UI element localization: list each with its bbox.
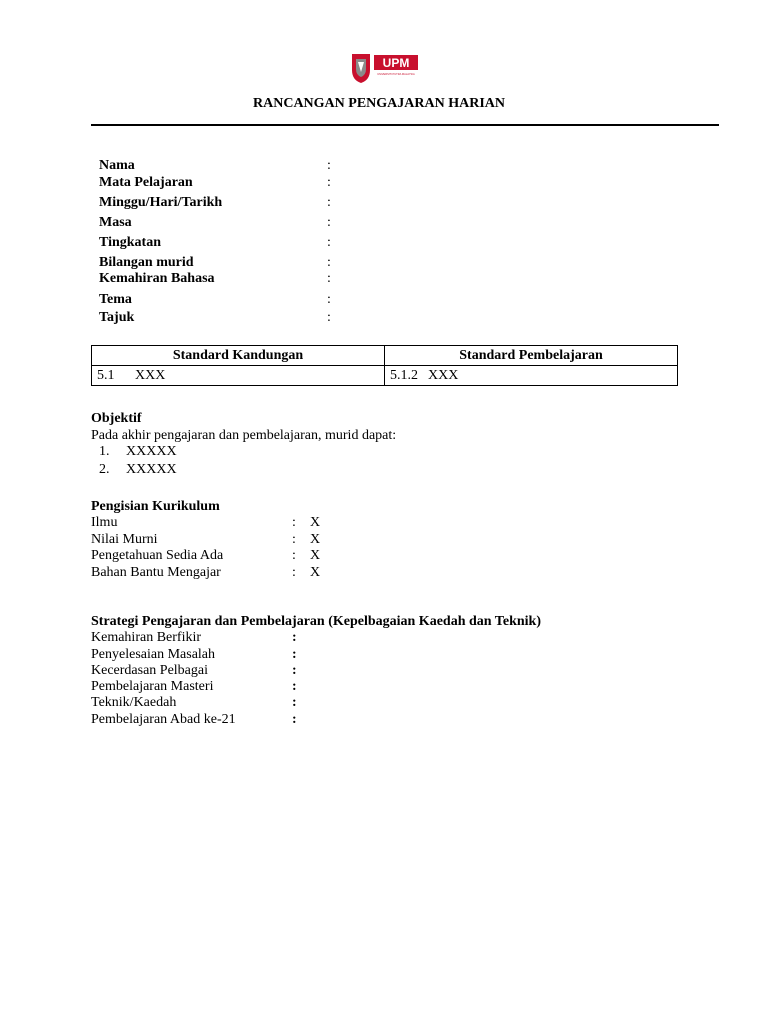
kurikulum-value: X bbox=[310, 548, 321, 563]
info-label-tema: Tema bbox=[99, 292, 132, 307]
strategi-label-penyelesaian-masalah: Penyelesaian Masalah bbox=[91, 647, 216, 662]
table-row bbox=[92, 366, 678, 386]
strategi-label-teknik-kaedah: Teknik/Kaedah bbox=[91, 695, 177, 710]
header-standard-pembelajaran: Standard Pembelajaran bbox=[385, 346, 678, 366]
upm-tagline: UNIVERSITI PUTRA MALAYSIA bbox=[377, 73, 415, 76]
objektif-heading: Objektif bbox=[91, 411, 142, 426]
strategi-colon: : bbox=[292, 679, 297, 694]
info-label-minggu-hari-tarikh: Minggu/Hari/Tarikh bbox=[99, 195, 223, 210]
kurikulum-heading: Pengisian Kurikulum bbox=[91, 499, 220, 514]
kurikulum-colon: : bbox=[292, 532, 296, 547]
objektif-intro: Pada akhir pengajaran dan pembelajaran, murid dapat: bbox=[91, 428, 397, 443]
strategi-label-pembelajaran-masteri: Pembelajaran Masteri bbox=[91, 679, 214, 694]
info-label-kemahiran-bahasa: Kemahiran Bahasa bbox=[99, 271, 215, 286]
info-label-mata-pelajaran: Mata Pelajaran bbox=[99, 175, 193, 190]
info-colon: : bbox=[327, 255, 331, 270]
strategi-colon: : bbox=[292, 630, 297, 645]
strategi-heading: Strategi Pengajaran dan Pembelajaran (Kepelbagaian Kaedah dan Teknik) bbox=[91, 614, 541, 629]
standard-code: 5.1.2 bbox=[390, 367, 418, 383]
standard-text: XXX bbox=[135, 367, 166, 383]
title-divider bbox=[91, 124, 719, 126]
upm-logo bbox=[350, 50, 420, 84]
info-colon: : bbox=[327, 292, 331, 307]
standard-table bbox=[91, 345, 678, 386]
strategi-colon: : bbox=[292, 663, 297, 678]
info-colon: : bbox=[327, 271, 331, 286]
strategi-label-kemahiran-berfikir: Kemahiran Berfikir bbox=[91, 630, 202, 645]
header-standard-kandungan: Standard Kandungan bbox=[92, 346, 385, 366]
info-colon: : bbox=[327, 310, 331, 325]
objektif-item-number: 1. bbox=[99, 444, 110, 459]
kurikulum-colon: : bbox=[292, 515, 296, 530]
kurikulum-label-pengetahuan-sedia-ada: Pengetahuan Sedia Ada bbox=[91, 548, 224, 563]
kurikulum-value: X bbox=[310, 515, 321, 530]
cell-standard-kandungan bbox=[92, 366, 385, 386]
info-label-masa: Masa bbox=[99, 215, 132, 230]
info-label-tingkatan: Tingkatan bbox=[99, 235, 161, 250]
info-colon: : bbox=[327, 235, 331, 250]
strategi-colon: : bbox=[292, 712, 297, 727]
kurikulum-value: X bbox=[310, 565, 321, 580]
standard-code: 5.1 bbox=[97, 367, 115, 383]
kurikulum-value: X bbox=[310, 532, 321, 547]
document-title: RANCANGAN PENGAJARAN HARIAN bbox=[253, 96, 505, 111]
table-header-row bbox=[92, 346, 678, 366]
kurikulum-label-bahan-bantu-mengajar: Bahan Bantu Mengajar bbox=[91, 565, 221, 580]
info-colon: : bbox=[327, 195, 331, 210]
kurikulum-colon: : bbox=[292, 565, 296, 580]
cell-standard-pembelajaran bbox=[385, 366, 678, 386]
kurikulum-colon: : bbox=[292, 548, 296, 563]
strategi-label-pembelajaran-abad-ke-21: Pembelajaran Abad ke-21 bbox=[91, 712, 236, 727]
info-label-tajuk: Tajuk bbox=[99, 310, 135, 325]
kurikulum-label-nilai-murni: Nilai Murni bbox=[91, 532, 158, 547]
info-label-nama: Nama bbox=[99, 158, 135, 173]
strategi-label-kecerdasan-pelbagai: Kecerdasan Pelbagai bbox=[91, 663, 208, 678]
objektif-item-text: XXXXX bbox=[126, 462, 177, 477]
info-colon: : bbox=[327, 158, 331, 173]
info-colon: : bbox=[327, 175, 331, 190]
info-label-bilangan-murid: Bilangan murid bbox=[99, 255, 194, 270]
info-colon: : bbox=[327, 215, 331, 230]
kurikulum-label-ilmu: Ilmu bbox=[91, 515, 118, 530]
objektif-item-text: XXXXX bbox=[126, 444, 177, 459]
upm-wordmark: UPM bbox=[382, 56, 410, 70]
objektif-item-number: 2. bbox=[99, 462, 110, 477]
standard-text: XXX bbox=[428, 367, 459, 383]
strategi-colon: : bbox=[292, 647, 297, 662]
strategi-colon: : bbox=[292, 695, 297, 710]
